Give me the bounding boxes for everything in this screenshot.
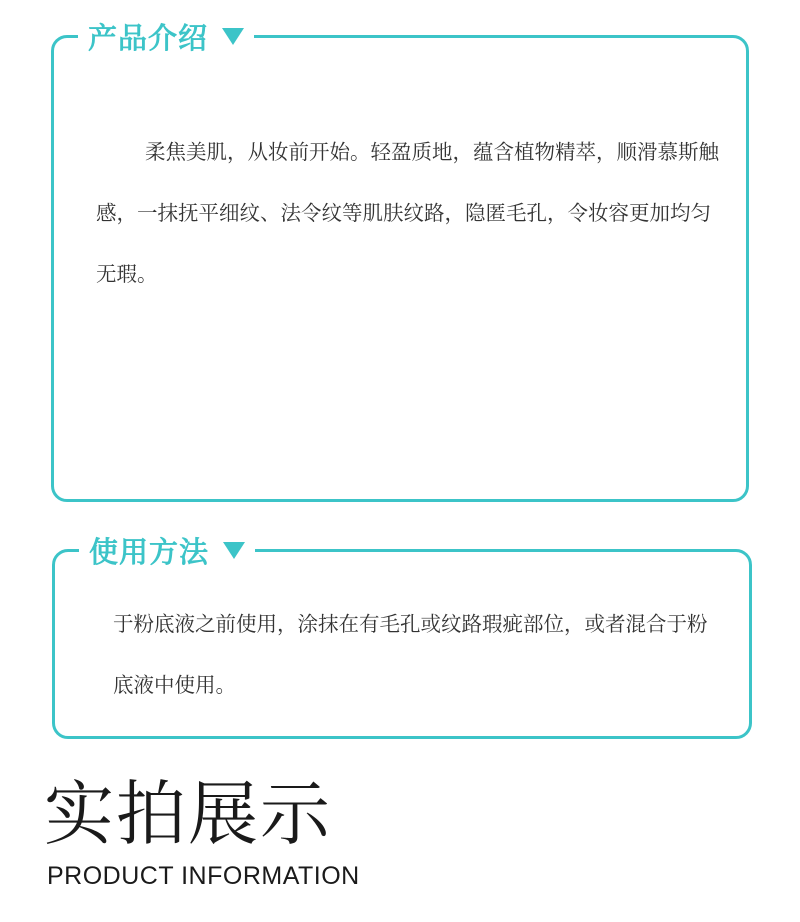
triangle-down-icon [222, 28, 244, 45]
product-intro-header [78, 14, 254, 58]
product-intro-text: 柔焦美肌，从妆前开始。轻盈质地，蕴含植物精萃，顺滑慕斯触感，一抹抚平细纹、法令纹等肌肤纹路，隐匿毛孔，令妆容更加均匀无瑕。 [96, 140, 719, 286]
product-intro-panel [51, 20, 749, 502]
triangle-down-icon [223, 542, 245, 559]
usage-text: 于粉底液之前使用，涂抹在有毛孔或纹路瑕疵部位，或者混合于粉底液中使用。 [113, 612, 708, 697]
product-intro-title: 产品介绍 [88, 20, 209, 55]
showcase-subtitle: PRODUCT INFORMATION [47, 862, 360, 890]
usage-header [79, 528, 255, 572]
usage-title: 使用方法 [89, 534, 210, 569]
showcase-title: 实拍展示 [44, 773, 332, 855]
usage-panel [52, 534, 752, 739]
